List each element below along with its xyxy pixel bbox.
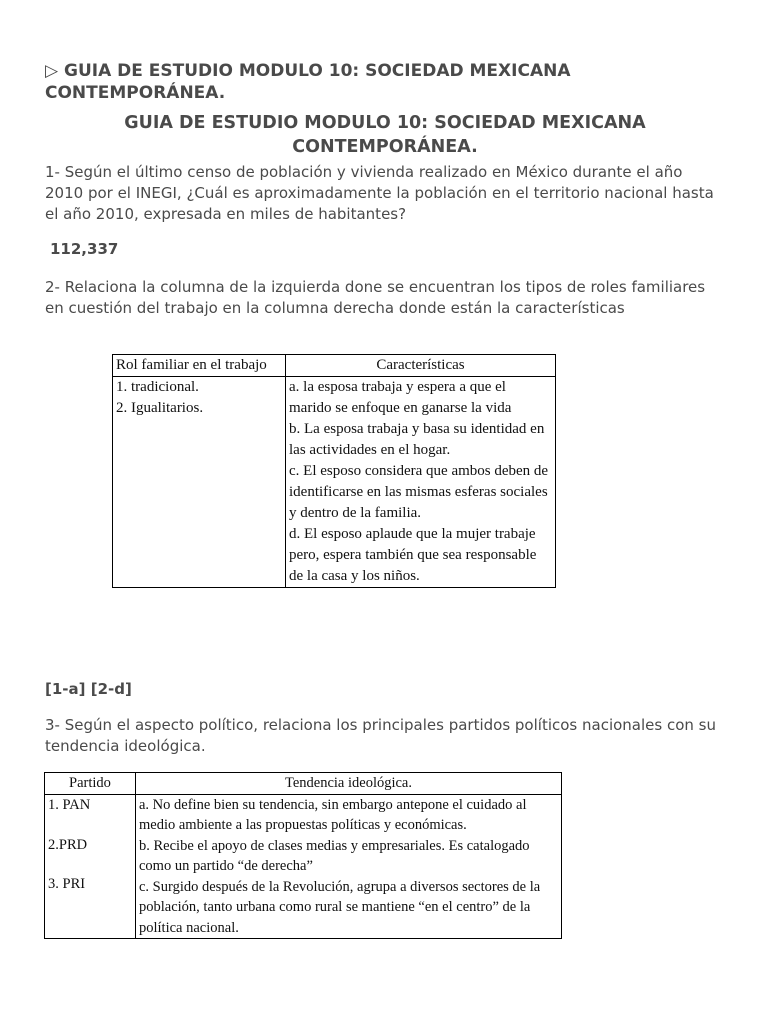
characteristics-cell: [286, 377, 556, 588]
title-line-1: GUIA DE ESTUDIO MODULO 10: SOCIEDAD MEXICANA: [124, 113, 646, 133]
list-item: b. Recibe el apoyo de clases medias y empresariales. Es catalogado como un partido “de derecha”: [139, 837, 530, 874]
roles-cell: [113, 377, 286, 588]
header-caracteristicas: Características: [286, 355, 556, 377]
list-item: 1. tradicional.: [116, 379, 199, 395]
header-tendencia: Tendencia ideológica.: [136, 773, 562, 795]
document-title: [45, 111, 725, 159]
question-1: 1- Según el último censo de población y vivienda realizado en México durante el año 2010 por el INEGI, ¿Cuál es aproximadamente la población en el territorio nacional hasta el año 2010, expresada en miles de habitantes?: [45, 163, 714, 223]
list-item: a. No define bien su tendencia, sin embargo antepone el cuidado al medio ambiente a las propuestas políticas y económicas.: [139, 796, 527, 833]
list-item: 2. Igualitarios.: [116, 400, 204, 416]
list-item: a. la esposa trabaja y espera a que el marido se enfoque en ganarse la vida: [289, 379, 512, 416]
header-partido: Partido: [45, 773, 136, 795]
tendencies-cell: [136, 794, 562, 939]
document-top-heading: ▷ GUIA DE ESTUDIO MODULO 10: SOCIEDAD MEXICANA CONTEMPORÁNEA.: [45, 61, 571, 103]
table-header-row: [45, 773, 562, 795]
parties-cell: [45, 794, 136, 939]
list-item: d. El esposo aplaude que la mujer trabaje pero, espera también que sea responsable de la casa y los niños.: [289, 526, 537, 584]
list-item: 1. PAN: [48, 796, 91, 813]
list-item: 2.PRD: [48, 837, 88, 853]
question-2: 2- Relaciona la columna de la izquierda done se encuentran los tipos de roles familiares en cuestión del trabajo en la columna derecha donde están la características: [45, 278, 706, 317]
list-item: c. Surgido después de la Revolución, agrupa a diversos sectores de la población, tanto urbana como rural se mantiene “en el centro” de la política nacional.: [139, 878, 541, 936]
roles-table: [112, 354, 556, 588]
table-row: [113, 377, 556, 588]
list-item: c. El esposo considera que ambos deben de identificarse en las mismas esferas sociales y dentro de la familia.: [289, 463, 549, 521]
title-line-2: CONTEMPORÁNEA.: [292, 137, 478, 157]
list-item: 3. PRI: [48, 875, 86, 892]
answer-2: [1-a] [2-d]: [45, 680, 132, 698]
list-item: b. La esposa trabaja y basa su identidad en las actividades en el hogar.: [289, 421, 545, 458]
table-row: [45, 794, 562, 939]
table-header-row: [113, 355, 556, 377]
answer-1: 112,337: [50, 240, 119, 258]
header-rol-familiar: Rol familiar en el trabajo: [113, 355, 286, 377]
parties-table: [44, 772, 562, 939]
question-3: 3- Según el aspecto político, relaciona los principales partidos políticos nacionales con su tendencia ideológica.: [45, 716, 716, 755]
